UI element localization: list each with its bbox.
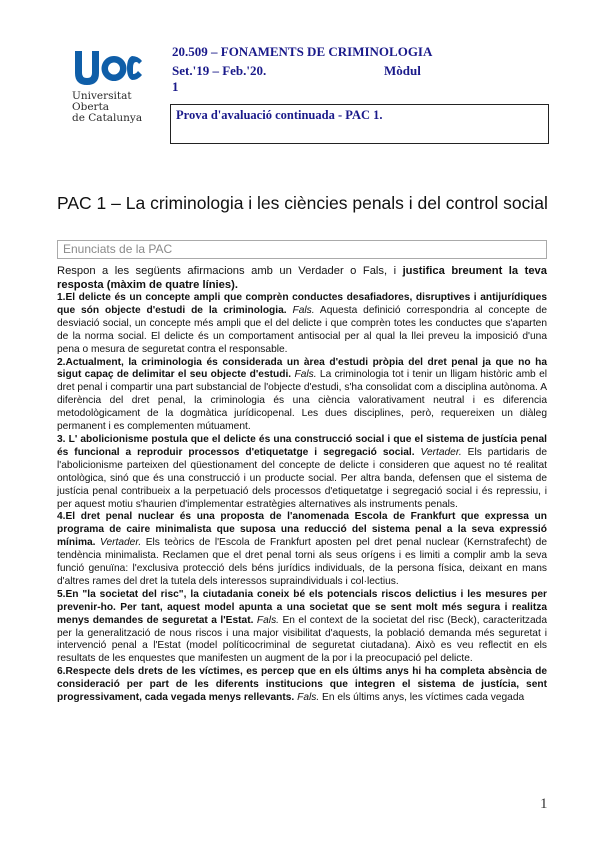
module-number: 1: [172, 79, 179, 94]
question-text: 4.El dret penal nuclear és una proposta de l'anomenada Escola de Frankfurt que expressa un programa de caire minimalista que suposa una reducció del sistema penal a la seva expressió mínima.: [57, 511, 547, 549]
justification-text: Aquesta definició correspondria al concepte de desviació social, un concepte més ampli que el del delicte i que comprèn totes les conductes que s'aparten de la norma social. El delicte és un comportament antisocial per al qual la llei preveu la imposició d'una pena o mesura de seguretat contra el responsable.: [57, 304, 547, 355]
document-body: [57, 264, 547, 705]
instructions-text: Respon a les següents afirmacions amb un Verdader o Fals, i: [57, 265, 403, 277]
task-box: [170, 104, 549, 144]
term-row: [172, 63, 552, 79]
list-item: [57, 511, 547, 588]
list-item: [57, 434, 547, 511]
term-label: Set.'19 – Feb.'20.: [172, 63, 267, 78]
answer-verdict: Fals.: [297, 692, 320, 704]
answer-verdict: Vertader.: [420, 446, 462, 458]
list-item: [57, 292, 547, 357]
logo-text-line-3: de Catalunya: [72, 112, 143, 124]
list-item: [57, 589, 547, 666]
justification-text: Els partidaris de l'abolicionisme parteixen del qüestionament del concepte de delicte i consideren que aquest no té realitat ontològica, sinó que és una construcció i un producte social. Per altra banda, defensen que el sistema de justícia penal contribueix a la perpetuació dels processos d'etiquetatge i segregació social i és repressiu, i per aquest motiu s'haurien d'implementar estratègies alternatives als instruments penals.: [57, 446, 547, 510]
question-text: 5.En "la societat del risc", la ciutadania coneix bé els potencials riscos delictius i les mesures per prevenir-ho. Per tant, aquest model apunta a una societat que se sent molt més segura i realitza menys demandes de seguretat a l'Estat.: [57, 588, 547, 626]
justification-text: En els últims anys, les víctimes cada vegada: [322, 692, 525, 704]
section-label: Enunciats de la PAC: [63, 242, 173, 256]
question-text: 6.Respecte dels drets de les víctimes, es percep que en els últims anys hi ha completa absència de consideració per part de les diferents institucions que integren el sistema de justícia, sent progressivament, cada vegada menys rellevants.: [57, 666, 547, 704]
section-header: [57, 240, 547, 259]
answer-verdict: Fals.: [256, 614, 279, 626]
module-label: Mòdul: [384, 63, 421, 78]
instructions: [57, 264, 547, 292]
page-title: PAC 1 – La criminologia i les ciències penals i del control social: [57, 193, 548, 213]
question-text: 2.Actualment, la criminologia és considerada un àrea d'estudi pròpia del dret penal ja que no ha sigut capaç de delimitar el seu objecte d'estudi.: [57, 356, 547, 381]
answer-verdict: Vertader.: [100, 537, 142, 549]
course-title: 20.509 – FONAMENTS DE CRIMINOLOGIA: [172, 44, 433, 59]
instructions-bold: justifica breument la teva resposta (màxim de quatre línies).: [57, 265, 547, 291]
logo-text-line-1: Universitat: [72, 90, 132, 102]
justification-text: Els teòrics de l'Escola de Frankfurt aposten pel dret penal nuclear (Kernstrafecht) de tendència minimalista. Reclamen que el dret penal torni als seus orígens i es limiti a complir amb la seva funció genuïna: l'exclusiva protecció dels béns jurídics individuals, de la persona física, deixant en mans d'altres rames del dret la tutela dels interessos supraindividuals i col·lectius.: [57, 537, 547, 587]
question-text: 1.El delicte és un concepte ampli que comprèn conductes desafiadores, disruptives i antijurídiques que són objecte d'estudi de la criminologia.: [57, 292, 547, 316]
page-number: 1: [540, 796, 548, 812]
list-item: [57, 666, 547, 705]
uoc-logo-icon: [72, 47, 144, 87]
justification-text: La criminologia tot i tenir un lligam històric amb el dret penal i compartir una part substancial de l'objecte d'estudi, s'ha consolidat com a disciplina autònoma. A diferència del dret penal, la criminologia és una ciència valorativament neutral i es diferencia metodològicament de la dogmàtica jurídicopenal. Les dues disciplines, però, requereixen un diàleg permanent i es complementen mútuament.: [57, 369, 547, 433]
answer-verdict: Fals.: [292, 304, 315, 316]
list-item: [57, 357, 547, 434]
document-header: [172, 44, 552, 95]
justification-text: En el context de la societat del risc (Beck), caracteritzada per la generalització de nous riscos i una major visibilitat d'aquests, la població demanda més seguretat i intervenció penal a l'Estat (model políticocriminal de seguretat ciutadana). Això es veu reflectit en els resultats de les enquestes que manifesten un augment de la por i la preocupació pel delicte.: [57, 614, 547, 665]
uoc-logo: [72, 47, 152, 124]
logo-text-line-2: Oberta: [72, 101, 110, 113]
question-text: 3. L' abolicionisme postula que el delicte és una construcció social i que el sistema de justícia penal és funcional a reproduir processos d'etiquetatge i segregació social.: [57, 433, 547, 458]
task-title: Prova d'avaluació continuada - PAC 1.: [176, 108, 383, 122]
answer-verdict: Fals.: [294, 369, 317, 381]
